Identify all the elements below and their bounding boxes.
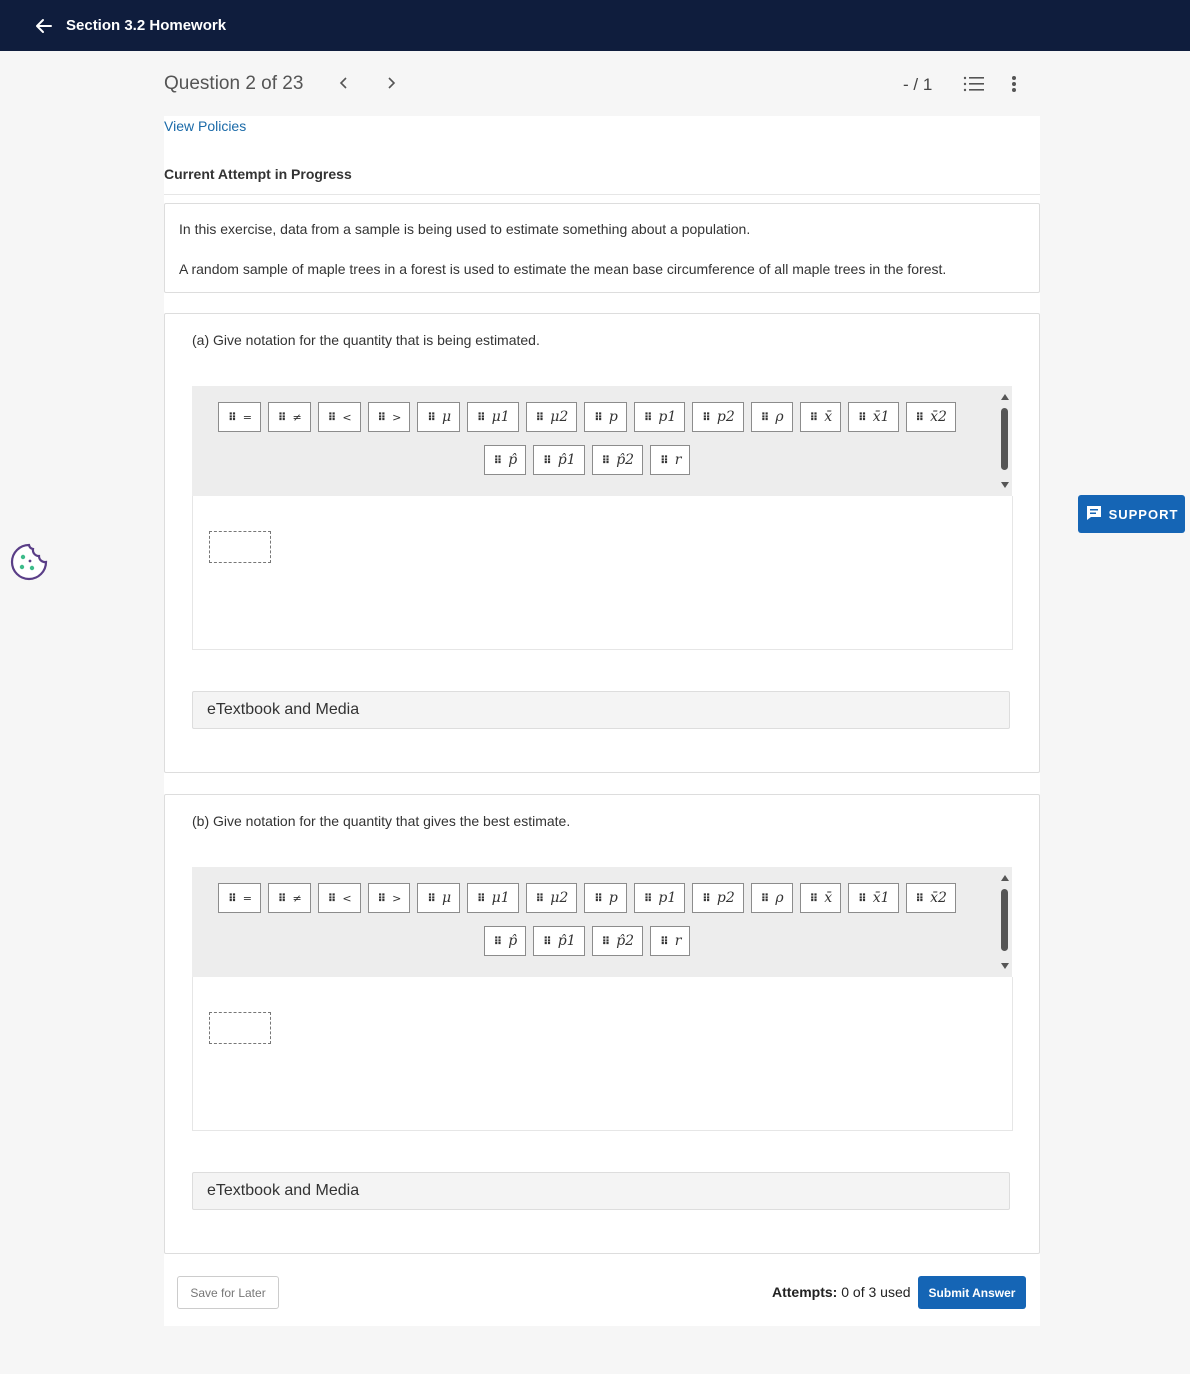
scenario-text: A random sample of maple trees in a forest is used to estimate the mean base circumference of all maple trees in the forest. [179, 261, 947, 277]
tile-less-than[interactable]: ⠿ < [318, 883, 361, 913]
tile-mu2[interactable]: ⠿ μ2 [526, 402, 578, 432]
part-b [164, 794, 1040, 1254]
back-arrow-icon[interactable] [34, 16, 54, 36]
tile-r[interactable]: ⠿ r [650, 926, 690, 956]
scroll-thumb[interactable] [1001, 889, 1008, 951]
tile-greater-than[interactable]: ⠿ > [368, 883, 411, 913]
symbol-palette [192, 386, 1012, 496]
submit-answer-button[interactable]: Submit Answer [918, 1276, 1026, 1309]
tile-mu1[interactable]: ⠿ μ1 [467, 883, 519, 913]
support-label: SUPPORT [1108, 506, 1179, 522]
tile-x-bar1[interactable]: ⠿ x̄1 [848, 883, 898, 913]
tile-not-equal[interactable]: ⠿ ≠ [268, 883, 311, 913]
scroll-up-icon[interactable] [1001, 875, 1009, 881]
scroll-thumb[interactable] [1001, 408, 1008, 470]
assignment-title: Section 3.2 Homework [66, 17, 227, 34]
part-a-prompt: (a) Give notation for the quantity that is being estimated. [192, 332, 540, 348]
palette-scrollbar[interactable] [998, 867, 1012, 977]
tile-x-bar2[interactable]: ⠿ x̄2 [906, 883, 956, 913]
tile-r[interactable]: ⠿ r [650, 445, 690, 475]
answer-area [192, 977, 1013, 1131]
tile-p1[interactable]: ⠿ p1 [634, 883, 685, 913]
tile-x-bar2[interactable]: ⠿ x̄2 [906, 402, 956, 432]
tile-mu[interactable]: ⠿ μ [417, 402, 460, 432]
tile-not-equal[interactable]: ⠿ ≠ [268, 402, 311, 432]
question-number: Question 2 of 23 [164, 73, 304, 94]
scroll-down-icon[interactable] [1001, 482, 1009, 488]
tile-rho[interactable]: ⠿ ρ [751, 883, 793, 913]
palette-scrollbar[interactable] [998, 386, 1012, 496]
score-display: - / 1 [903, 75, 933, 94]
top-bar [0, 0, 1190, 51]
tile-p-hat[interactable]: ⠿ p̂ [484, 926, 527, 956]
tile-p[interactable]: ⠿ p [584, 883, 627, 913]
attempts-counter: Attempts: 0 of 3 used [772, 1284, 911, 1300]
answer-drop-target[interactable] [209, 531, 271, 563]
view-policies-link[interactable]: View Policies [164, 118, 247, 134]
intro-text: In this exercise, data from a sample is being used to estimate something about a population. [179, 221, 751, 237]
cookie-icon[interactable] [10, 543, 48, 581]
tile-p2[interactable]: ⠿ p2 [692, 402, 743, 432]
tile-x-bar[interactable]: ⠿ x̄ [800, 883, 842, 913]
tile-mu[interactable]: ⠿ μ [417, 883, 460, 913]
tile-rho[interactable]: ⠿ ρ [751, 402, 793, 432]
etextbook-media-button[interactable]: eTextbook and Media [192, 1172, 1010, 1210]
tile-less-than[interactable]: ⠿ < [318, 402, 361, 432]
tile-mu2[interactable]: ⠿ μ2 [526, 883, 578, 913]
tile-greater-than[interactable]: ⠿ > [368, 402, 411, 432]
list-icon[interactable] [963, 75, 985, 98]
tile-p[interactable]: ⠿ p [584, 402, 627, 432]
tile-equals[interactable]: ⠿ = [218, 402, 261, 432]
answer-drop-target[interactable] [209, 1012, 271, 1044]
chevron-left-icon[interactable] [336, 75, 352, 91]
tile-equals[interactable]: ⠿ = [218, 883, 261, 913]
tile-p-hat2[interactable]: ⠿ p̂2 [592, 926, 643, 956]
tile-mu1[interactable]: ⠿ μ1 [467, 402, 519, 432]
chevron-right-icon[interactable] [383, 75, 399, 91]
attempt-status: Current Attempt in Progress [164, 166, 352, 182]
tile-p-hat1[interactable]: ⠿ p̂1 [533, 445, 584, 475]
tile-x-bar[interactable]: ⠿ x̄ [800, 402, 842, 432]
tile-p-hat[interactable]: ⠿ p̂ [484, 445, 527, 475]
scroll-up-icon[interactable] [1001, 394, 1009, 400]
answer-area [192, 496, 1013, 650]
symbol-palette [192, 867, 1012, 977]
tile-p1[interactable]: ⠿ p1 [634, 402, 685, 432]
question-intro [164, 203, 1040, 293]
support-button[interactable] [1078, 495, 1185, 533]
scroll-down-icon[interactable] [1001, 963, 1009, 969]
chat-icon [1085, 504, 1103, 525]
tile-p-hat2[interactable]: ⠿ p̂2 [592, 445, 643, 475]
tile-p-hat1[interactable]: ⠿ p̂1 [533, 926, 584, 956]
question-content [164, 116, 1040, 1326]
divider [164, 194, 1040, 195]
part-b-prompt: (b) Give notation for the quantity that gives the best estimate. [192, 813, 571, 829]
question-header [0, 51, 1190, 116]
part-a [164, 313, 1040, 773]
more-vertical-icon[interactable] [1010, 75, 1018, 98]
tile-x-bar1[interactable]: ⠿ x̄1 [848, 402, 898, 432]
save-for-later-button[interactable]: Save for Later [177, 1276, 279, 1309]
tile-p2[interactable]: ⠿ p2 [692, 883, 743, 913]
etextbook-media-button[interactable]: eTextbook and Media [192, 691, 1010, 729]
